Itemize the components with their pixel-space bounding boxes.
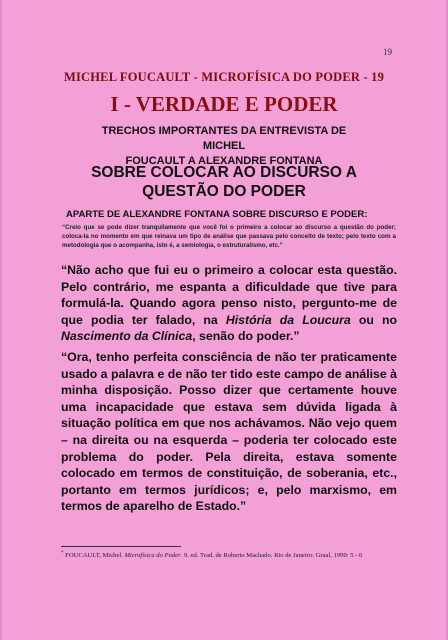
subtitle-line-1: SOBRE COLOCAR AO DISCURSO A xyxy=(91,164,357,181)
answer-1-text-b: ou no xyxy=(350,312,397,327)
subtitle-line-2: QUESTÃO DO PODER xyxy=(142,183,306,200)
footnote-book-title: Microfísica do Poder xyxy=(124,552,181,560)
section-title: I - VERDADE E PODER xyxy=(110,92,338,116)
answer-paragraph-2: “Ora, tenho perfeita consciência de não ter praticamente usado a palavra e de não ter tido este campo de análise à minha disposição. Posso dizer que certamente houve uma incapacidade que estava sem dúvida ligada à situação política em que nos achávamos. Não vejo quem – na direita ou na esquerda – poderia ter colocado este problema do poder. Pela direita, estava somente colocado em termos de constituição, de soberania, etc., portanto em termos jurídicos; e, pelo marxismo, em termos de aparelho de Estado.” xyxy=(61,350,397,514)
interview-caption-line-1: TRECHOS IMPORTANTES DA ENTREVISTA DE MICHEL xyxy=(101,125,347,152)
footnote-reference: . 9. ed. Trad. de Roberto Machado. Rio de Janeiro: Graal, 1990: 5 - 6 xyxy=(180,552,363,560)
aparte-heading: APARTE DE ALEXANDRE FONTANA SOBRE DISCURSO E PODER: xyxy=(66,209,368,220)
answer-paragraph-1 xyxy=(61,262,397,345)
subtitle xyxy=(60,163,388,201)
aparte-quote: “Creio que se pode dizer tranquilamente que você foi o primeiro a colocar ao discurso a questão do poder; coloca-la no momento em que reinava um tipo de análise que passava pelo conceito de texto; pelo texto com a metodologia que o acompanha, isto é, a semiologia, o estruturalismo, etc.” xyxy=(62,224,396,249)
running-header: MICHEL FOUCAULT - MICROFÍSICA DO PODER - 19 xyxy=(63,70,385,84)
footnote-marker: * xyxy=(61,551,64,556)
answer-1-text-a: “Não acho que fui eu o primeiro a colocar esta questão. Pelo contrário, me espanta a dificuldade que tive para formulá-la. Quando agora penso nisto, pergunto-me de que podia ter falado, na xyxy=(61,263,397,327)
interview-caption-line-2: FOUCAULT A ALEXANDRE FONTANA xyxy=(125,155,323,167)
footnote-author: FOUCAULT, Michel. xyxy=(65,552,125,560)
footnote xyxy=(61,551,401,559)
book-title-historia-da-loucura: História da Loucura xyxy=(225,312,351,327)
book-title-nascimento-da-clinica: Nascimento da Clínica xyxy=(61,329,193,344)
page-number: 19 xyxy=(383,47,392,57)
answer-1-text-c: , senão do poder.” xyxy=(192,329,300,344)
footnote-divider xyxy=(61,546,181,547)
